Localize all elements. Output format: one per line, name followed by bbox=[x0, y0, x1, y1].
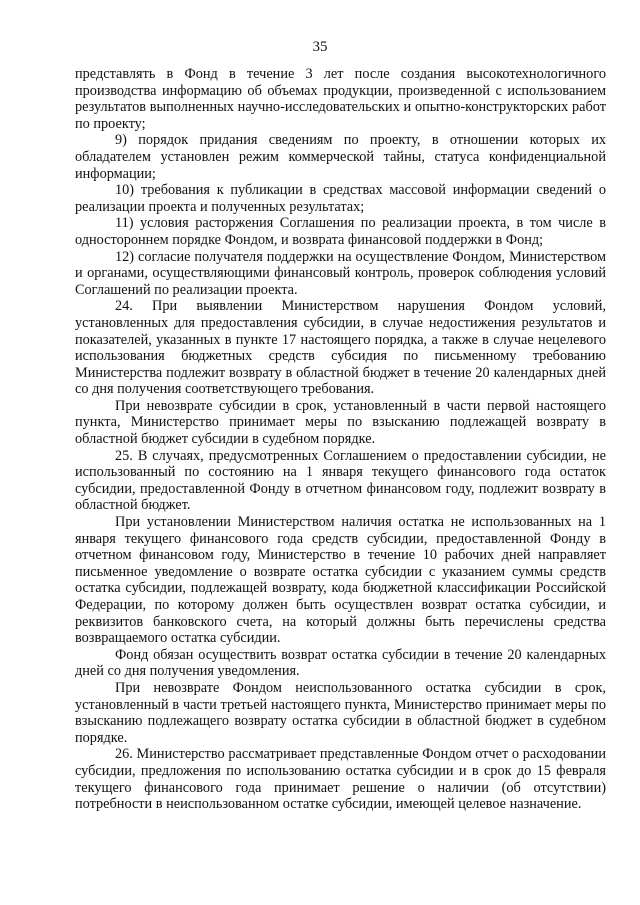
paragraph-clause-25-part-4: При невозврате Фондом неиспользованного остатка субсидии в срок, установленный в части третьей настоящего пункта, Министерство принимает меры по взысканию подлежащего возврату остатка субсидии в областной бюджет в судебном порядке. bbox=[75, 679, 606, 746]
page-number: 35 bbox=[312, 39, 328, 55]
paragraph-clause-25-part-2: При установлении Министерством наличия остатка не использованных на 1 января текущего финансового года средств субсидии, предоставленной Фонду в отчетном финансовом году, Министерство в течение 10 рабочих дней направляет письменное уведомление о возврате остатка субсидии с указанием суммы средств остатка субсидии, подлежащей возврату, кода бюджетной классификации Российской Федерации, по которому должен быть осуществлен возврат остатка субсидии, и реквизитов банковского счета, на который должны быть перечислены средства возвращаемого остатка субсидии. bbox=[75, 514, 606, 647]
paragraph-item-12: 12) согласие получателя поддержки на осуществление Фондом, Министерством и органами, осуществляющими финансовый контроль, проверок соблюдения условий Соглашений по реализации проекта. bbox=[75, 248, 606, 298]
paragraph-clause-25-part-3: Фонд обязан осуществить возврат остатка субсидии в течение 20 календарных дней со дня получения уведомления. bbox=[75, 646, 606, 680]
paragraph-clause-24-part-2: При невозврате субсидии в срок, установленный в части первой настоящего пункта, Министерство принимает меры по взысканию подлежащей возврату в областной бюджет субсидии в судебном порядке. bbox=[75, 397, 606, 448]
paragraph-item-10: 10) требования к публикации в средствах массовой информации сведений о реализации проекта и полученных результатах; bbox=[75, 182, 606, 215]
paragraph-clause-24: 24. При выявлении Министерством нарушения Фондом условий, установленных для предоставления субсидии, в случае недостижения результатов и показателей, указанных в пункте 17 настоящего порядка, а также в случае нецелевого использования бюджетных средств субсидия по письменному требованию Министерства подлежит возврату в областной бюджет в течение 20 календарных дней со дня получения соответствующего требования. bbox=[75, 298, 606, 398]
paragraph-continuation: представлять в Фонд в течение 3 лет после создания высокотехнологичного производства информацию об объемах продукции, произведенной с использованием результатов выполненных научно-исследовательских и опытно-конструкторских работ по проекту; bbox=[75, 66, 606, 132]
paragraph-item-11: 11) условия расторжения Соглашения по реализации проекта, в том числе в одностороннем порядке Фондом, и возврата финансовой поддержки в Фонд; bbox=[75, 215, 606, 248]
paragraph-item-9: 9) порядок придания сведениям по проекту, в отношении которых их обладателем установлен режим коммерческой тайны, статуса конфиденциальной информации; bbox=[75, 132, 606, 182]
document-body bbox=[75, 66, 606, 813]
paragraph-clause-26: 26. Министерство рассматривает представленные Фондом отчет о расходовании субсидии, предложения по использованию остатка субсидии и в срок до 15 февраля текущего финансового года принимает решение о наличии (об отсутствии) потребности в неиспользованном остатке субсидии, имеющей целевое назначение. bbox=[75, 746, 606, 813]
paragraph-clause-25: 25. В случаях, предусмотренных Соглашением о предоставлении субсидии, не использованный по состоянию на 1 января текущего финансового года остаток субсидии, предоставленной Фонду в отчетном финансовом году, подлежит возврату в областной бюджет. bbox=[75, 447, 606, 514]
